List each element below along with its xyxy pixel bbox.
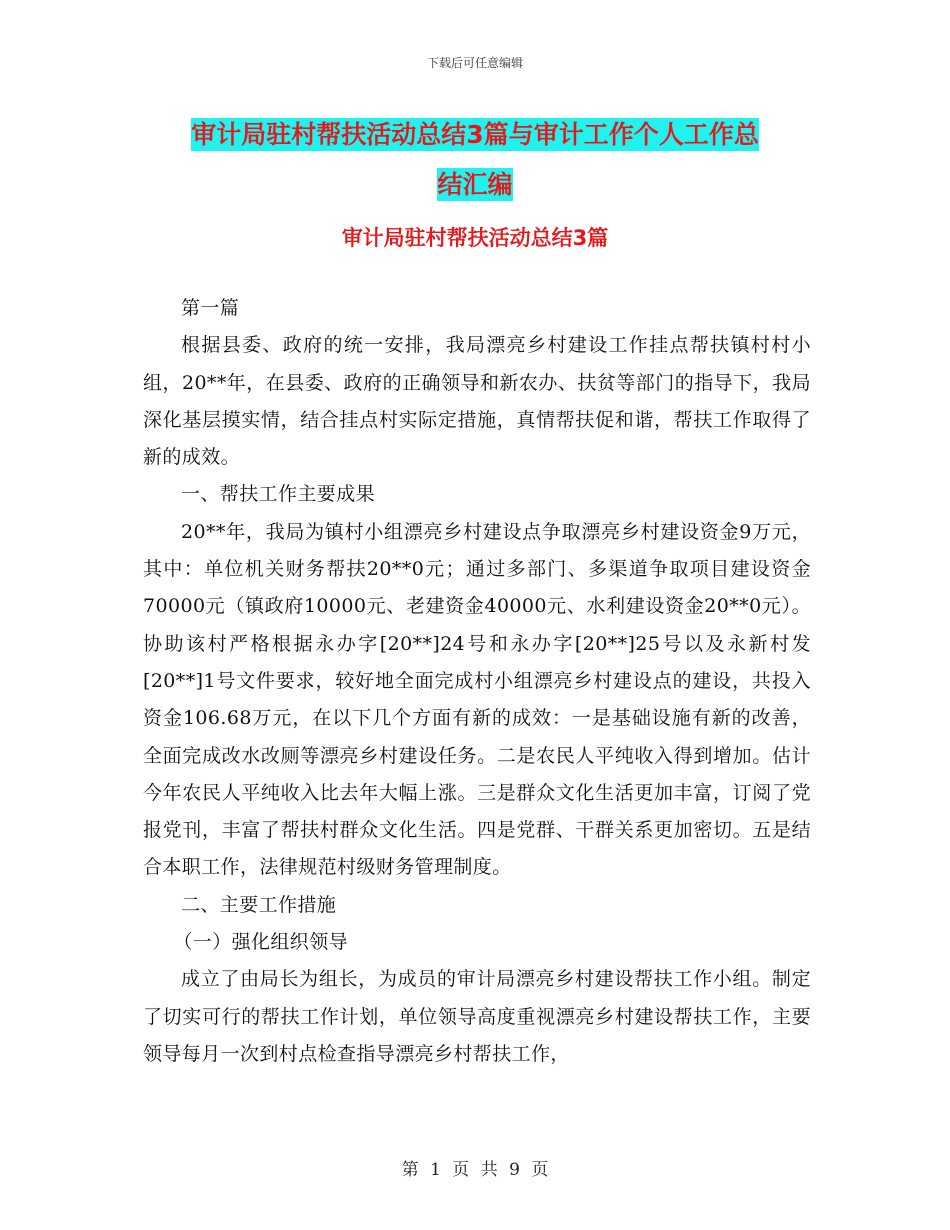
- subheading-organization: （一）强化组织领导: [173, 931, 348, 954]
- paragraph-organization: 成立了由局长为组长，为成员的审计局漂亮乡村建设帮扶工作小组。制定了切实可行的帮扶工作计划，单位领导高度重视漂亮乡村建设帮扶工作，主要领导每月一次到村点检查指导漂亮乡村帮扶工作，: [143, 968, 811, 1065]
- document-title: [140, 110, 810, 210]
- document-title-line1: 审计局驻村帮扶活动总结3篇与审计工作个人工作总: [191, 120, 759, 149]
- page-footer: [0, 1155, 950, 1180]
- heading-main-results: 一、帮扶工作主要成果: [181, 483, 376, 506]
- footer-suffix: 页: [531, 1160, 549, 1180]
- footer-mid2: 共: [480, 1160, 498, 1180]
- footer-prefix: 第: [401, 1160, 419, 1180]
- part-heading: 第一篇: [181, 297, 240, 319]
- document-title-line2: 结汇编: [437, 170, 513, 199]
- footer-mid1: 页: [452, 1160, 470, 1180]
- paragraph-intro: 根据县委、政府的统一安排，我局漂亮乡村建设工作挂点帮扶镇村村小组，20**年，在县委、政府的正确领导和新农办、扶贫等部门的指导下，我局深化基层摸实情，结合挂点村实际定措施，真情帮扶促和谐，帮扶工作取得了新的成效。: [143, 334, 811, 469]
- section-title: 审计局驻村帮扶活动总结3篇: [341, 226, 609, 250]
- paragraph-results: 20**年，我局为镇村小组漂亮乡村建设点争取漂亮乡村建设资金9万元，其中：单位机关财务帮扶20**0元；通过多部门、多渠道争取项目建设资金70000元（镇政府10000元、老建资金40000元、水利建设资金20**0元）。协助该村严格根据永办字[20**]24号和永办字[20**]25号以及永新村发[20**]1号文件要求，较好地全面完成村小组漂亮乡村建设点的建设，共投入资金106.68万元，在以下几个方面有新的成效：一是基础设施有新的改善，全面完成改水改厕等漂亮乡村建设任务。二是农民人平纯收入得到增加。估计今年农民人平纯收入比去年大幅上涨。三是群众文化生活更加丰富，订阅了党报党刊，丰富了帮扶村群众文化生活。四是党群、干群关系更加密切。五是结合本职工作，法律规范村级财务管理制度。: [143, 520, 811, 879]
- heading-main-measures: 二、主要工作措施: [181, 893, 337, 916]
- footer-page-total: 9: [509, 1160, 520, 1180]
- document-body: [143, 290, 811, 1073]
- footer-page-current: 1: [430, 1160, 441, 1180]
- header-note: 下载后可任意编辑: [426, 56, 523, 70]
